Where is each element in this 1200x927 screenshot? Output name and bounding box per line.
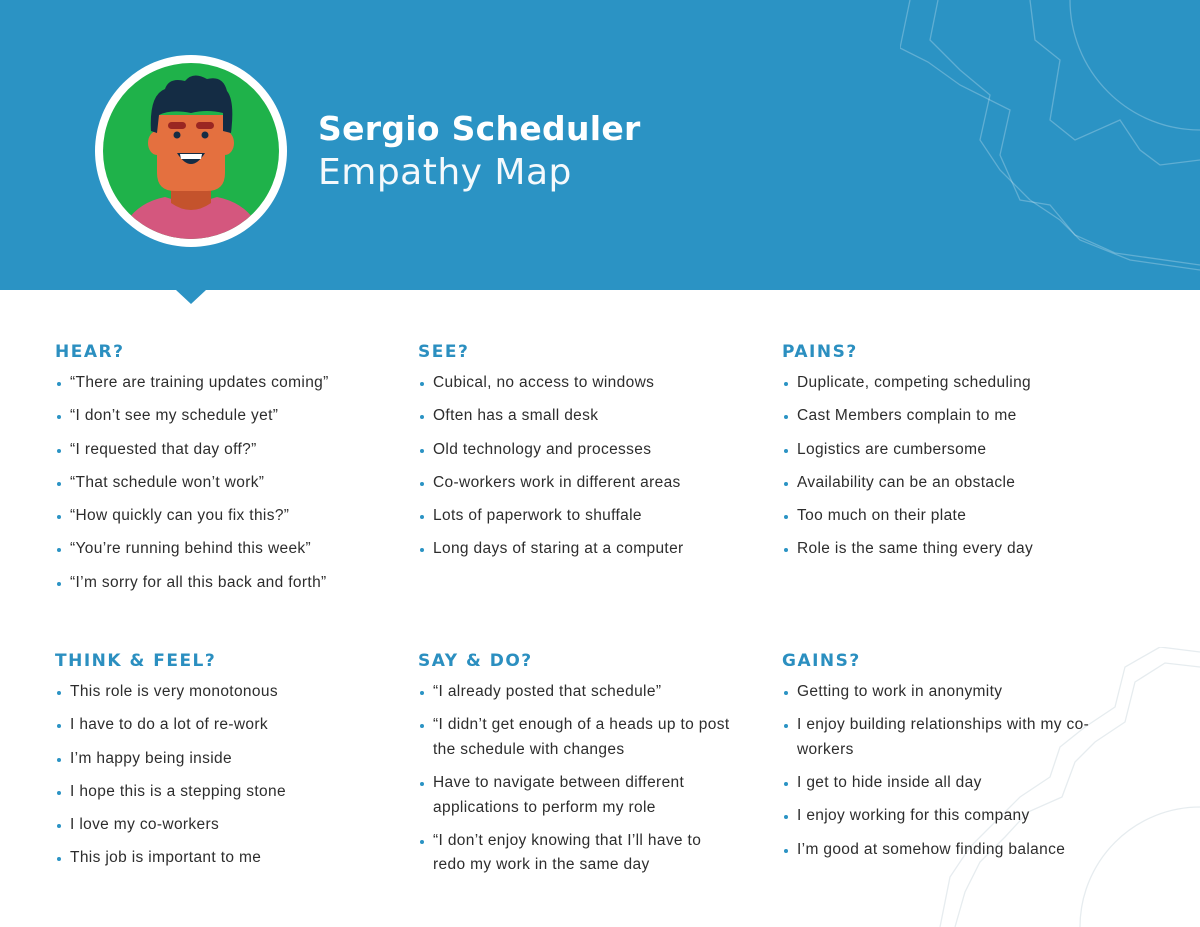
list-item: “I already posted that schedule” xyxy=(418,680,738,705)
list-item: Old technology and processes xyxy=(418,438,748,463)
section-heading: SAY & DO? xyxy=(418,651,533,671)
list-item: “I didn’t get enough of a heads up to post the schedule with changes xyxy=(418,713,738,762)
section-think-feel xyxy=(55,650,385,880)
list-item: Availability can be an obstacle xyxy=(782,471,1112,496)
list-item: This role is very monotonous xyxy=(55,680,385,705)
section-heading: HEAR? xyxy=(55,342,125,362)
section-heading: PAINS? xyxy=(782,342,858,362)
list-item: I hope this is a stepping stone xyxy=(55,780,385,805)
list-item: Role is the same thing every day xyxy=(782,537,1112,562)
section-heading: THINK & FEEL? xyxy=(55,651,217,671)
header-pointer xyxy=(176,290,206,304)
section-pains xyxy=(782,341,1112,571)
bullet-list xyxy=(418,680,738,878)
section-hear xyxy=(55,341,385,604)
list-item: “That schedule won’t work” xyxy=(55,471,385,496)
avatar xyxy=(95,55,287,247)
list-item: “I don’t enjoy knowing that I’ll have to redo my work in the same day xyxy=(418,829,738,878)
section-see xyxy=(418,341,748,571)
list-item: “There are training updates coming” xyxy=(55,371,385,396)
list-item: “I requested that day off?” xyxy=(55,438,385,463)
bullet-list xyxy=(55,680,385,871)
list-item: Often has a small desk xyxy=(418,404,748,429)
bullet-list xyxy=(782,680,1102,862)
list-item: I get to hide inside all day xyxy=(782,771,1102,796)
list-item: Co-workers work in different areas xyxy=(418,471,748,496)
section-say-do xyxy=(418,650,738,887)
list-item: “I don’t see my schedule yet” xyxy=(55,404,385,429)
list-item: Getting to work in anonymity xyxy=(782,680,1102,705)
list-item: Logistics are cumbersome xyxy=(782,438,1112,463)
list-item: I enjoy working for this company xyxy=(782,804,1102,829)
section-heading: SEE? xyxy=(418,342,470,362)
list-item: Cubical, no access to windows xyxy=(418,371,748,396)
list-item: I’m good at somehow finding balance xyxy=(782,838,1102,863)
list-item: Too much on their plate xyxy=(782,504,1112,529)
list-item: Cast Members complain to me xyxy=(782,404,1112,429)
section-heading: GAINS? xyxy=(782,651,861,671)
persona-name: Sergio Scheduler xyxy=(318,109,641,148)
header-banner xyxy=(0,0,1200,290)
list-item: This job is important to me xyxy=(55,846,385,871)
list-item: Long days of staring at a computer xyxy=(418,537,748,562)
bullet-list xyxy=(782,371,1112,562)
list-item: Have to navigate between different applications to perform my role xyxy=(418,771,738,820)
list-item: I enjoy building relationships with my co-workers xyxy=(782,713,1102,762)
title-block xyxy=(318,108,641,196)
list-item: Lots of paperwork to shuffale xyxy=(418,504,748,529)
bullet-list xyxy=(55,371,385,595)
list-item: I love my co-workers xyxy=(55,813,385,838)
list-item: I have to do a lot of re-work xyxy=(55,713,385,738)
list-item: “You’re running behind this week” xyxy=(55,537,385,562)
list-item: I’m happy being inside xyxy=(55,747,385,772)
gear-outline-icon xyxy=(900,0,1200,290)
list-item: Duplicate, competing scheduling xyxy=(782,371,1112,396)
page-title: Empathy Map xyxy=(318,152,572,193)
list-item: “How quickly can you fix this?” xyxy=(55,504,385,529)
section-gains xyxy=(782,650,1102,871)
list-item: “I’m sorry for all this back and forth” xyxy=(55,571,385,596)
bullet-list xyxy=(418,371,748,562)
